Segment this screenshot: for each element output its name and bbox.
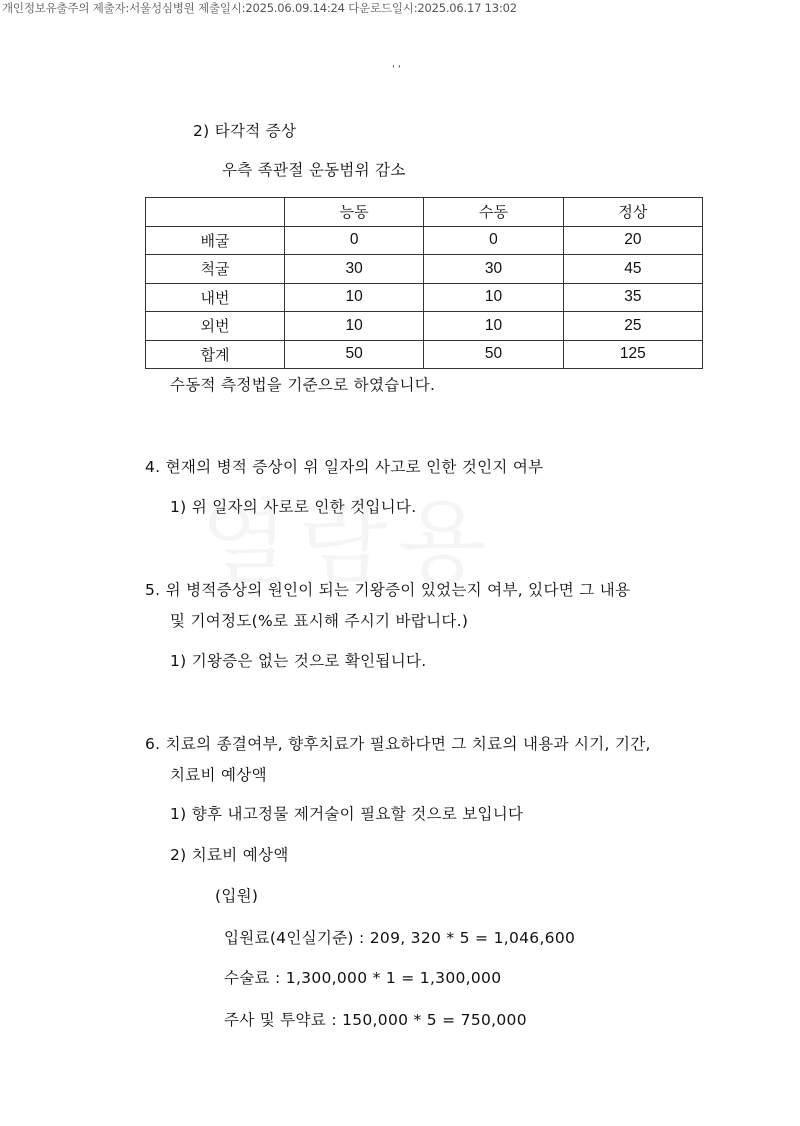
passive-value: 10 xyxy=(424,283,563,312)
section-6-item-1: 1) 향후 내고정물 제거술이 필요할 것으로 보입니다 xyxy=(170,805,524,823)
passive-value: 0 xyxy=(424,226,563,255)
section-5-question-line2: 및 기여정도(%로 표시해 주시기 바랍니다.) xyxy=(170,612,469,630)
section-4-question: 4. 현재의 병적 증상이 위 일자의 사고로 인한 것인지 여부 xyxy=(145,458,544,476)
active-value: 50 xyxy=(285,340,424,369)
table-row xyxy=(146,255,703,284)
inpatient-label: (입원) xyxy=(215,887,259,905)
normal-value: 35 xyxy=(563,283,702,312)
table-header-cell xyxy=(146,198,285,227)
table-header-row xyxy=(146,198,703,227)
table-row xyxy=(146,226,703,255)
cost-line-room: 입원료(4인실기준) : 209, 320 * 5 = 1,046,600 xyxy=(224,929,576,947)
active-value: 10 xyxy=(285,283,424,312)
passive-value: 50 xyxy=(424,340,563,369)
section-4-answer: 1) 위 일자의 사로로 인한 것입니다. xyxy=(170,498,417,516)
cost-line-medication: 주사 및 투약료 : 150,000 * 5 = 750,000 xyxy=(224,1011,527,1029)
row-label: 내번 xyxy=(146,283,285,312)
section-6-item-2: 2) 치료비 예상액 xyxy=(170,846,289,864)
section-5-answer: 1) 기왕증은 없는 것으로 확인됩니다. xyxy=(170,652,427,670)
table-row xyxy=(146,283,703,312)
scan-marks: ' ' xyxy=(392,64,401,75)
measurement-note: 수동적 측정법을 기준으로 하였습니다. xyxy=(170,376,436,394)
table-header-cell: 수동 xyxy=(424,198,563,227)
passive-value: 30 xyxy=(424,255,563,284)
section-6-question-line1: 6. 치료의 종결여부, 향후치료가 필요하다면 그 치료의 내용과 시기, 기간, xyxy=(145,735,651,753)
row-label: 외번 xyxy=(146,312,285,341)
table-row xyxy=(146,340,703,369)
passive-value: 10 xyxy=(424,312,563,341)
active-value: 0 xyxy=(285,226,424,255)
section-5-question-line1: 5. 위 병적증상의 원인이 되는 기왕증이 있었는지 여부, 있다면 그 내용 xyxy=(145,581,631,599)
document-header: 개인정보유출주의 제출자:서울성심병원 제출일시:2025.06.09.14:24 다운로드일시:2025.06.17 13:02 xyxy=(2,1,517,15)
cost-line-surgery: 수술료 : 1,300,000 * 1 = 1,300,000 xyxy=(224,969,502,987)
row-label: 척굴 xyxy=(146,255,285,284)
normal-value: 45 xyxy=(563,255,702,284)
row-label: 합계 xyxy=(146,340,285,369)
objective-symptoms-heading: 2) 타각적 증상 xyxy=(193,122,297,140)
normal-value: 125 xyxy=(563,340,702,369)
normal-value: 25 xyxy=(563,312,702,341)
table-row xyxy=(146,312,703,341)
row-label: 배굴 xyxy=(146,226,285,255)
section-6-question-line2: 치료비 예상액 xyxy=(170,766,267,784)
normal-value: 20 xyxy=(563,226,702,255)
table-header-cell: 능동 xyxy=(285,198,424,227)
rom-subtitle: 우측 족관절 운동범위 감소 xyxy=(222,161,406,179)
range-of-motion-table xyxy=(145,197,703,369)
active-value: 30 xyxy=(285,255,424,284)
table-header-cell: 정상 xyxy=(563,198,702,227)
active-value: 10 xyxy=(285,312,424,341)
